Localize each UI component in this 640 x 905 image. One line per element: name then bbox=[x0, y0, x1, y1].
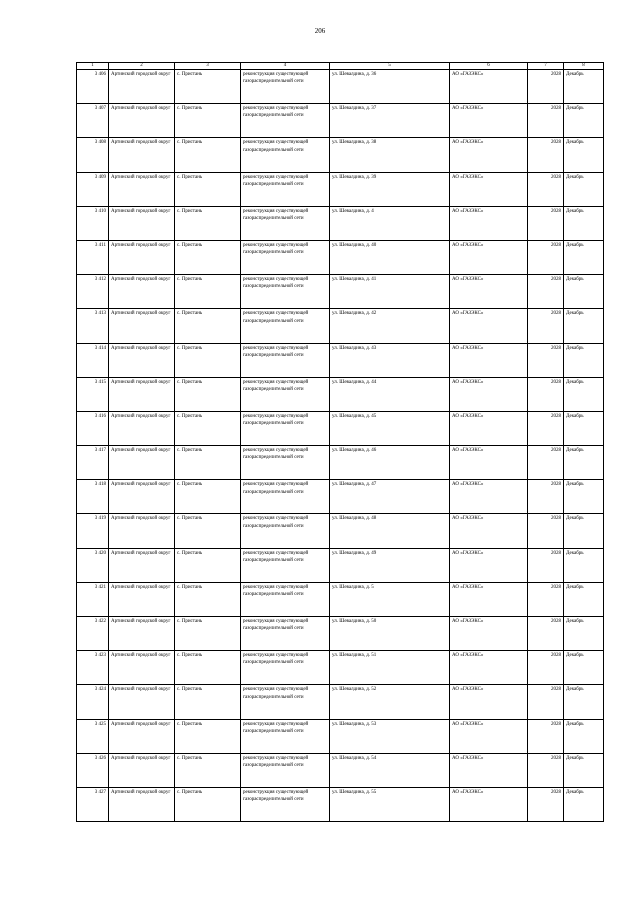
organization-cell: АО «ГАЗЭКС» bbox=[450, 548, 528, 582]
address-cell: ул. Шевалдина, д. 53 bbox=[330, 719, 450, 753]
row-number-cell: 3 418 bbox=[77, 480, 109, 514]
district-cell: Артинский городской округ bbox=[109, 411, 175, 445]
work-type-cell: реконструкция существующей газораспределительной сети bbox=[241, 651, 330, 685]
table-row bbox=[77, 377, 604, 411]
address-cell: ул. Шевалдина, д. 44 bbox=[330, 377, 450, 411]
month-cell: Декабрь bbox=[564, 617, 604, 651]
month-cell: Декабрь bbox=[564, 411, 604, 445]
district-cell: Артинский городской округ bbox=[109, 685, 175, 719]
district-cell: Артинский городской округ bbox=[109, 719, 175, 753]
year-cell: 2028 bbox=[528, 480, 564, 514]
address-cell: ул. Шевалдина, д. 41 bbox=[330, 275, 450, 309]
organization-cell: АО «ГАЗЭКС» bbox=[450, 70, 528, 104]
table-row bbox=[77, 651, 604, 685]
organization-cell: АО «ГАЗЭКС» bbox=[450, 685, 528, 719]
work-type-cell: реконструкция существующей газораспределительной сети bbox=[241, 685, 330, 719]
address-cell: ул. Шевалдина, д. 46 bbox=[330, 446, 450, 480]
address-cell: ул. Шевалдина, д. 47 bbox=[330, 480, 450, 514]
row-number-cell: 3 423 bbox=[77, 651, 109, 685]
organization-cell: АО «ГАЗЭКС» bbox=[450, 719, 528, 753]
month-cell: Декабрь bbox=[564, 514, 604, 548]
district-cell: Артинский городской округ bbox=[109, 138, 175, 172]
row-number-cell: 3 427 bbox=[77, 787, 109, 821]
table-row bbox=[77, 240, 604, 274]
row-number-cell: 3 406 bbox=[77, 70, 109, 104]
locality-cell: с. Пристань bbox=[175, 343, 241, 377]
organization-cell: АО «ГАЗЭКС» bbox=[450, 514, 528, 548]
work-type-cell: реконструкция существующей газораспределительной сети bbox=[241, 480, 330, 514]
work-type-cell: реконструкция существующей газораспределительной сети bbox=[241, 70, 330, 104]
address-cell: ул. Шевалдина, д. 37 bbox=[330, 104, 450, 138]
organization-cell: АО «ГАЗЭКС» bbox=[450, 651, 528, 685]
row-number-cell: 3 412 bbox=[77, 275, 109, 309]
organization-cell: АО «ГАЗЭКС» bbox=[450, 582, 528, 616]
month-cell: Декабрь bbox=[564, 104, 604, 138]
district-cell: Артинский городской округ bbox=[109, 753, 175, 787]
month-cell: Декабрь bbox=[564, 377, 604, 411]
work-type-cell: реконструкция существующей газораспределительной сети bbox=[241, 787, 330, 821]
district-cell: Артинский городской округ bbox=[109, 104, 175, 138]
table-row bbox=[77, 480, 604, 514]
address-cell: ул. Шевалдина, д. 55 bbox=[330, 787, 450, 821]
row-number-cell: 3 407 bbox=[77, 104, 109, 138]
table-row bbox=[77, 70, 604, 104]
year-cell: 2028 bbox=[528, 104, 564, 138]
work-type-cell: реконструкция существующей газораспределительной сети bbox=[241, 343, 330, 377]
table-row bbox=[77, 104, 604, 138]
year-cell: 2028 bbox=[528, 787, 564, 821]
locality-cell: с. Пристань bbox=[175, 753, 241, 787]
year-cell: 2028 bbox=[528, 411, 564, 445]
table-row bbox=[77, 172, 604, 206]
district-cell: Артинский городской округ bbox=[109, 275, 175, 309]
year-cell: 2028 bbox=[528, 172, 564, 206]
year-cell: 2028 bbox=[528, 343, 564, 377]
district-cell: Артинский городской округ bbox=[109, 480, 175, 514]
row-number-cell: 3 421 bbox=[77, 582, 109, 616]
month-cell: Декабрь bbox=[564, 548, 604, 582]
work-type-cell: реконструкция существующей газораспределительной сети bbox=[241, 309, 330, 343]
work-type-cell: реконструкция существующей газораспределительной сети bbox=[241, 582, 330, 616]
row-number-cell: 3 419 bbox=[77, 514, 109, 548]
locality-cell: с. Пристань bbox=[175, 377, 241, 411]
column-number: 6 bbox=[450, 63, 528, 70]
table-row bbox=[77, 343, 604, 377]
table-row bbox=[77, 309, 604, 343]
month-cell: Декабрь bbox=[564, 240, 604, 274]
year-cell: 2028 bbox=[528, 582, 564, 616]
work-type-cell: реконструкция существующей газораспределительной сети bbox=[241, 446, 330, 480]
year-cell: 2028 bbox=[528, 377, 564, 411]
address-cell: ул. Шевалдина, д. 51 bbox=[330, 651, 450, 685]
table-row bbox=[77, 411, 604, 445]
month-cell: Декабрь bbox=[564, 206, 604, 240]
column-number: 8 bbox=[564, 63, 604, 70]
address-cell: ул. Шевалдина, д. 38 bbox=[330, 138, 450, 172]
organization-cell: АО «ГАЗЭКС» bbox=[450, 446, 528, 480]
organization-cell: АО «ГАЗЭКС» bbox=[450, 343, 528, 377]
locality-cell: с. Пристань bbox=[175, 240, 241, 274]
month-cell: Декабрь bbox=[564, 172, 604, 206]
column-number: 3 bbox=[175, 63, 241, 70]
address-cell: ул. Шевалдина, д. 36 bbox=[330, 70, 450, 104]
organization-cell: АО «ГАЗЭКС» bbox=[450, 309, 528, 343]
work-type-cell: реконструкция существующей газораспределительной сети bbox=[241, 753, 330, 787]
organization-cell: АО «ГАЗЭКС» bbox=[450, 411, 528, 445]
district-cell: Артинский городской округ bbox=[109, 446, 175, 480]
address-cell: ул. Шевалдина, д. 40 bbox=[330, 240, 450, 274]
district-cell: Артинский городской округ bbox=[109, 70, 175, 104]
month-cell: Декабрь bbox=[564, 446, 604, 480]
year-cell: 2028 bbox=[528, 275, 564, 309]
page-number: 206 bbox=[314, 27, 326, 35]
work-type-cell: реконструкция существующей газораспределительной сети bbox=[241, 138, 330, 172]
month-cell: Декабрь bbox=[564, 309, 604, 343]
work-type-cell: реконструкция существующей газораспределительной сети bbox=[241, 377, 330, 411]
address-cell: ул. Шевалдина, д. 48 bbox=[330, 514, 450, 548]
locality-cell: с. Пристань bbox=[175, 411, 241, 445]
column-number: 2 bbox=[109, 63, 175, 70]
locality-cell: с. Пристань bbox=[175, 446, 241, 480]
locality-cell: с. Пристань bbox=[175, 582, 241, 616]
column-number: 4 bbox=[241, 63, 330, 70]
table-row bbox=[77, 787, 604, 821]
year-cell: 2028 bbox=[528, 719, 564, 753]
work-type-cell: реконструкция существующей газораспределительной сети bbox=[241, 548, 330, 582]
locality-cell: с. Пристань bbox=[175, 480, 241, 514]
district-cell: Артинский городской округ bbox=[109, 309, 175, 343]
organization-cell: АО «ГАЗЭКС» bbox=[450, 787, 528, 821]
locality-cell: с. Пристань bbox=[175, 70, 241, 104]
organization-cell: АО «ГАЗЭКС» bbox=[450, 275, 528, 309]
row-number-cell: 3 415 bbox=[77, 377, 109, 411]
address-cell: ул. Шевалдина, д. 4 bbox=[330, 206, 450, 240]
locality-cell: с. Пристань bbox=[175, 206, 241, 240]
row-number-cell: 3 422 bbox=[77, 617, 109, 651]
table-row bbox=[77, 617, 604, 651]
row-number-cell: 3 417 bbox=[77, 446, 109, 480]
month-cell: Декабрь bbox=[564, 719, 604, 753]
row-number-cell: 3 410 bbox=[77, 206, 109, 240]
year-cell: 2028 bbox=[528, 206, 564, 240]
column-number-row bbox=[77, 63, 604, 70]
row-number-cell: 3 408 bbox=[77, 138, 109, 172]
organization-cell: АО «ГАЗЭКС» bbox=[450, 480, 528, 514]
table-row bbox=[77, 685, 604, 719]
month-cell: Декабрь bbox=[564, 651, 604, 685]
registry-body bbox=[77, 70, 604, 822]
column-number: 7 bbox=[528, 63, 564, 70]
district-cell: Артинский городской округ bbox=[109, 377, 175, 411]
organization-cell: АО «ГАЗЭКС» bbox=[450, 104, 528, 138]
address-cell: ул. Шевалдина, д. 45 bbox=[330, 411, 450, 445]
address-cell: ул. Шевалдина, д. 42 bbox=[330, 309, 450, 343]
work-type-cell: реконструкция существующей газораспределительной сети bbox=[241, 719, 330, 753]
year-cell: 2028 bbox=[528, 138, 564, 172]
column-number: 5 bbox=[330, 63, 450, 70]
organization-cell: АО «ГАЗЭКС» bbox=[450, 206, 528, 240]
organization-cell: АО «ГАЗЭКС» bbox=[450, 617, 528, 651]
year-cell: 2028 bbox=[528, 685, 564, 719]
district-cell: Артинский городской округ bbox=[109, 343, 175, 377]
row-number-cell: 3 424 bbox=[77, 685, 109, 719]
work-type-cell: реконструкция существующей газораспределительной сети bbox=[241, 411, 330, 445]
district-cell: Артинский городской округ bbox=[109, 240, 175, 274]
district-cell: Артинский городской округ bbox=[109, 582, 175, 616]
locality-cell: с. Пристань bbox=[175, 617, 241, 651]
row-number-cell: 3 425 bbox=[77, 719, 109, 753]
work-type-cell: реконструкция существующей газораспределительной сети bbox=[241, 104, 330, 138]
row-number-cell: 3 411 bbox=[77, 240, 109, 274]
year-cell: 2028 bbox=[528, 309, 564, 343]
work-type-cell: реконструкция существующей газораспределительной сети bbox=[241, 275, 330, 309]
year-cell: 2028 bbox=[528, 446, 564, 480]
year-cell: 2028 bbox=[528, 651, 564, 685]
row-number-cell: 3 413 bbox=[77, 309, 109, 343]
locality-cell: с. Пристань bbox=[175, 104, 241, 138]
address-cell: ул. Шевалдина, д. 5 bbox=[330, 582, 450, 616]
address-cell: ул. Шевалдина, д. 39 bbox=[330, 172, 450, 206]
month-cell: Декабрь bbox=[564, 480, 604, 514]
district-cell: Артинский городской округ bbox=[109, 206, 175, 240]
year-cell: 2028 bbox=[528, 240, 564, 274]
work-type-cell: реконструкция существующей газораспределительной сети bbox=[241, 206, 330, 240]
work-type-cell: реконструкция существующей газораспределительной сети bbox=[241, 617, 330, 651]
table-row bbox=[77, 138, 604, 172]
address-cell: ул. Шевалдина, д. 50 bbox=[330, 617, 450, 651]
address-cell: ул. Шевалдина, д. 49 bbox=[330, 548, 450, 582]
row-number-cell: 3 420 bbox=[77, 548, 109, 582]
district-cell: Артинский городской округ bbox=[109, 651, 175, 685]
address-cell: ул. Шевалдина, д. 52 bbox=[330, 685, 450, 719]
locality-cell: с. Пристань bbox=[175, 548, 241, 582]
row-number-cell: 3 409 bbox=[77, 172, 109, 206]
row-number-cell: 3 416 bbox=[77, 411, 109, 445]
month-cell: Декабрь bbox=[564, 753, 604, 787]
table-row bbox=[77, 275, 604, 309]
work-type-cell: реконструкция существующей газораспределительной сети bbox=[241, 240, 330, 274]
district-cell: Артинский городской округ bbox=[109, 172, 175, 206]
locality-cell: с. Пристань bbox=[175, 651, 241, 685]
address-cell: ул. Шевалдина, д. 43 bbox=[330, 343, 450, 377]
month-cell: Декабрь bbox=[564, 275, 604, 309]
month-cell: Декабрь bbox=[564, 685, 604, 719]
year-cell: 2028 bbox=[528, 514, 564, 548]
work-type-cell: реконструкция существующей газораспределительной сети bbox=[241, 514, 330, 548]
row-number-cell: 3 414 bbox=[77, 343, 109, 377]
organization-cell: АО «ГАЗЭКС» bbox=[450, 172, 528, 206]
organization-cell: АО «ГАЗЭКС» bbox=[450, 753, 528, 787]
organization-cell: АО «ГАЗЭКС» bbox=[450, 377, 528, 411]
month-cell: Декабрь bbox=[564, 70, 604, 104]
district-cell: Артинский городской округ bbox=[109, 514, 175, 548]
table-row bbox=[77, 514, 604, 548]
locality-cell: с. Пристань bbox=[175, 172, 241, 206]
month-cell: Декабрь bbox=[564, 787, 604, 821]
table-row bbox=[77, 548, 604, 582]
district-cell: Артинский городской округ bbox=[109, 617, 175, 651]
district-cell: Артинский городской округ bbox=[109, 548, 175, 582]
year-cell: 2028 bbox=[528, 617, 564, 651]
locality-cell: с. Пристань bbox=[175, 787, 241, 821]
locality-cell: с. Пристань bbox=[175, 719, 241, 753]
work-type-cell: реконструкция существующей газораспределительной сети bbox=[241, 172, 330, 206]
table-row bbox=[77, 719, 604, 753]
month-cell: Декабрь bbox=[564, 138, 604, 172]
locality-cell: с. Пристань bbox=[175, 309, 241, 343]
table-row bbox=[77, 446, 604, 480]
month-cell: Декабрь bbox=[564, 343, 604, 377]
row-number-cell: 3 426 bbox=[77, 753, 109, 787]
locality-cell: с. Пристань bbox=[175, 685, 241, 719]
month-cell: Декабрь bbox=[564, 582, 604, 616]
locality-cell: с. Пристань bbox=[175, 138, 241, 172]
registry-table bbox=[76, 62, 604, 822]
year-cell: 2028 bbox=[528, 753, 564, 787]
table-row bbox=[77, 582, 604, 616]
organization-cell: АО «ГАЗЭКС» bbox=[450, 240, 528, 274]
year-cell: 2028 bbox=[528, 548, 564, 582]
locality-cell: с. Пристань bbox=[175, 275, 241, 309]
address-cell: ул. Шевалдина, д. 54 bbox=[330, 753, 450, 787]
table-row bbox=[77, 206, 604, 240]
district-cell: Артинский городской округ bbox=[109, 787, 175, 821]
column-number: 1 bbox=[77, 63, 109, 70]
table-row bbox=[77, 753, 604, 787]
year-cell: 2028 bbox=[528, 70, 564, 104]
organization-cell: АО «ГАЗЭКС» bbox=[450, 138, 528, 172]
locality-cell: с. Пристань bbox=[175, 514, 241, 548]
